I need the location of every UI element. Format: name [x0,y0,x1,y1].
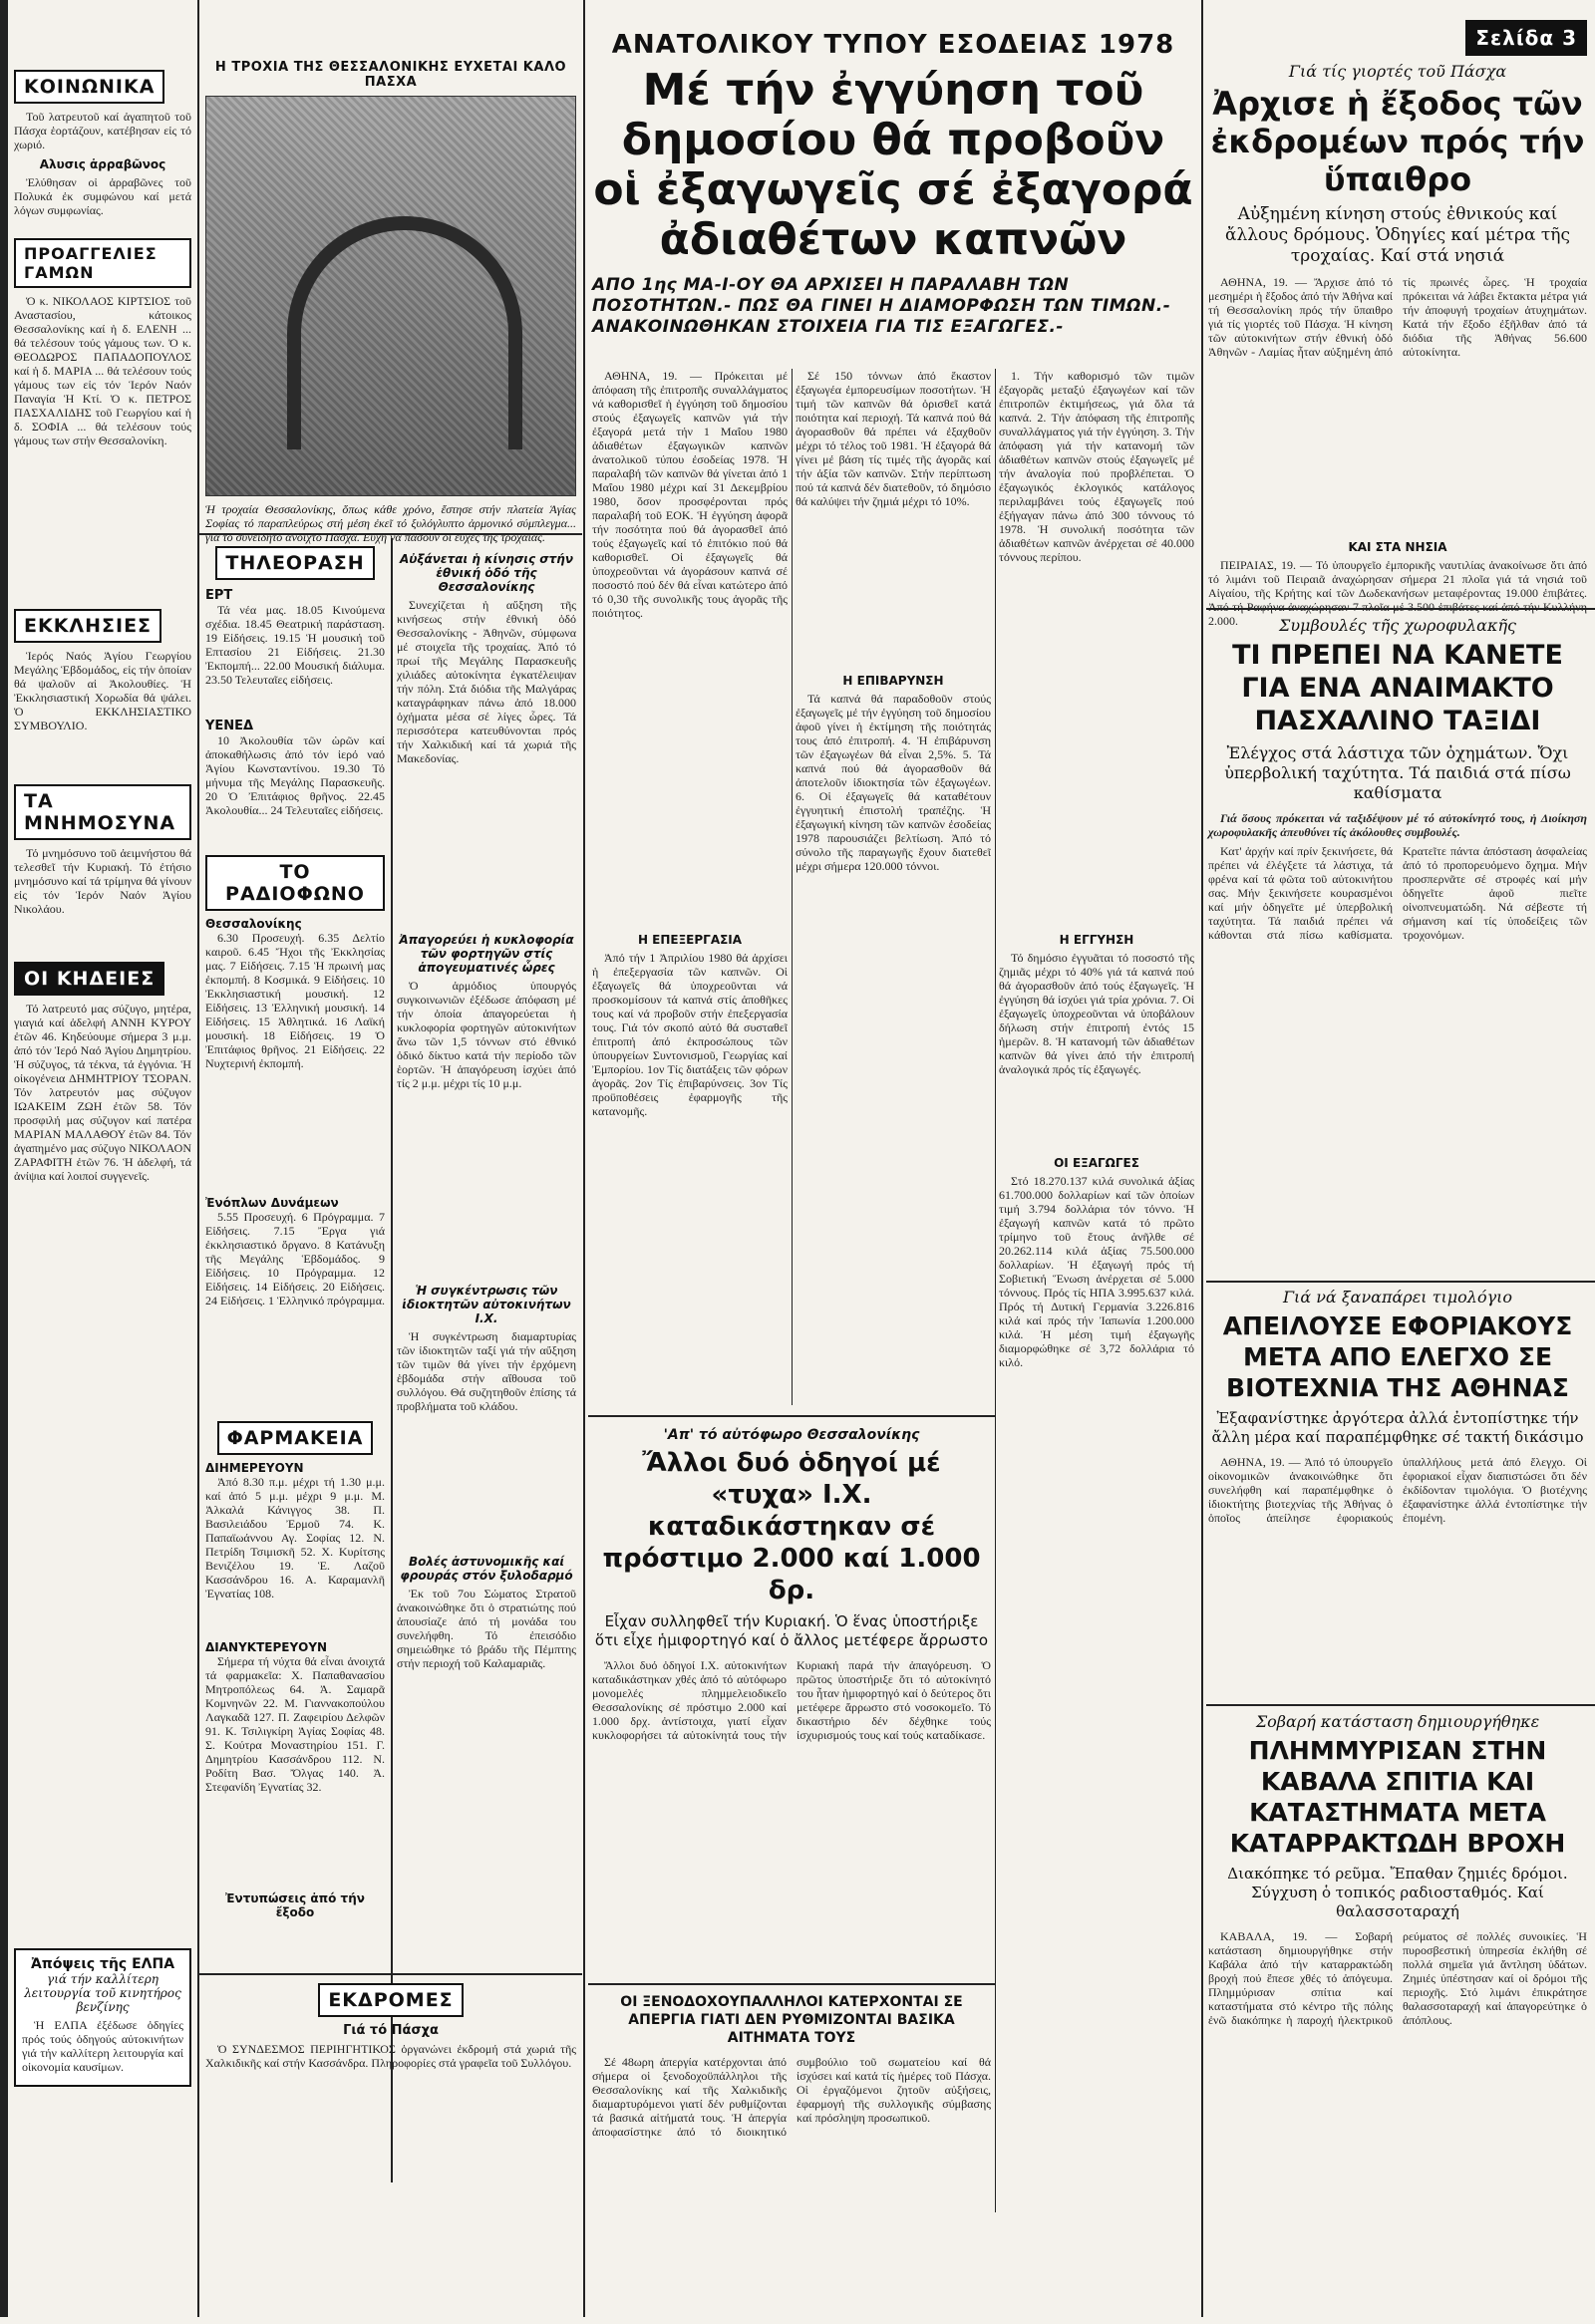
column-rule [583,0,585,2317]
photo-caption: Ἡ τροχαία Θεσσαλονίκης, ὅπως κάθε χρόνο, ἔστησε στήν πλατεία Ἁγίας Σοφίας τό παραπλεύρως στή μέση ἐκεῖ τό ξυλόγλυπτο ἁρμονικό σύμπλεγμα... γιά τό συνειδητό ἀνοιχτό Πάσχα. Εὐχή νά πάσουν οἱ εὐχές τῆς τροχαίας. [205,502,576,544]
islands-text: ΠΕΙΡΑΙΑΣ, 19. — Τό ὑπουργεῖο ἐμπορικῆς ναυτιλίας ἀνακοίνωσε ὅτι ἀπό τό λιμάνι τοῦ Πειραιᾶ ἀναχώρησαν σήμερα 21 πλοῖα γιά τά νησιά τοῦ Αἰγαίου, τῆς Κρήτης καί τῶν Δωδεκανήσων μεταφέροντας 19.000 ἐπιβάτες. Ἀπό τή Ραφήνα ἀναχώρησαν 7 πλοῖα μέ 3.500 ἐπιβάτες καί ἀπό τήν Κυλλήνη 2.000. [1208,558,1587,628]
pharmacy-text-day: Ἀπό 8.30 π.μ. μέχρι τή 1.30 μ.μ. καί ἀπό 5 μ.μ. μέχρι 9 μ.μ. Μ. Ἀλκαλά Κάνιγγος 38. Π. Βασιλειάδου Ἐρμοῦ 74. Κ. Παπαϊωάννου Αγ. Σοφίας 12. Ν. Πετρίδη Τσιμισκῆ 52. Χ. Κυρίτσης Βενιζέλου 19. Ἑ. Λαζοῦ Κασσάνδρου 16. Α. Καραμανλῆ Ἐγνατίας 108. [205,1475,385,1600]
column-rule [792,369,793,1405]
section-title-funerals: ΟΙ ΚΗΔΕΙΕΣ [14,962,164,996]
section-title-churches: ΕΚΚΛΗΣΙΕΣ [14,609,161,643]
flood-story [1208,1712,1587,2268]
section-title-memorials: ΤΑ ΜΝΗΜΟΣΥΝΑ [14,784,191,840]
hrule [1206,1704,1595,1706]
easter-text: ΑΘΗΝΑ, 19. — Ἄρχισε ἀπό τό μεσημέρι ἡ ἔξοδος ἀπό τήν Ἀθήνα καί τή Θεσσαλονίκη πρός τήν ὕπαιθρο γιά τίς γιορτές τοῦ Πάσχα. Ἡ κίνηση τῶν αὐτοκινήτων στήν ἐθνική ὁδό Ἀθηνῶν - Λαμίας ἦταν αὐξημένη ἀπό τίς πρωινές ὧρες. Ἡ τροχαία πρόκειται νά λάβει ἔκτακτα μέτρα γιά τήν ἀποφυγή τροχαίων ἀτυχημάτων. Κατά τήν ἔξοδο ἐξῆλθαν ἀπό τά διόδια τῆς Ἀθήνας 56.600 αὐτοκίνητα. [1208,275,1587,359]
articles-column [397,546,576,1886]
section-title-pharmacy: ΦΑΡΜΑΚΕΙΑ [217,1421,374,1455]
article-b-text: Ὁ ἀρμόδιος ὑπουργός συγκοινωνιῶν ἐξέδωσε ἀπόφαση μέ τήν ὁποία ἀπαγορεύεται ἡ κυκλοφορία φορτηγῶν αὐτοκινήτων ἄνω τῶν 1,5 τόννων στό ἐθνικό ὁδικό δίκτυο κατά τήν περίοδο τῶν ἑορτῶν. Ἡ ἀπαγόρευση ἰσχύει ἀπό τίς 2 μ.μ. μέχρι τίς 10 μ.μ. [397,979,576,1090]
main-col-2 [796,369,991,1449]
police-story [1208,616,1587,1233]
main-story [592,30,1194,338]
article-d-text: Ἐκ τοῦ 7ου Σώματος Στρατοῦ ἀνακοινώθηκε ὅτι ὁ στρατιώτης πού ἀπουσίαζε ἀπό τή μονάδα του συνελήφθη. Τό ἐπεισόδιο σημειώθηκε τό βράδυ τῆς Πέμπτης στήν περιοχή τοῦ Καλαμαριᾶς. [397,1587,576,1670]
police-text: Κατ' ἀρχήν καί πρίν ξεκινήσετε, θά πρέπει νά ἐλέγξετε τά λάστιχα, τά φρένα καί τά φῶτα τοῦ αὐτοκινήτου σας. Μήν ξεκινήσετε κουρασμένοι καί μήν ὁδηγεῖτε μέ ὑπερβολική ταχύτητα. Τά παιδιά πρέπει νά κάθονται στά πίσω καθίσματα. Κρατεῖτε πάντα ἀπόσταση ἀσφαλείας ἀπό τό προπορευόμενο ὄχημα. Μήν προσπερνᾶτε σέ στροφές καί μήν ὁδηγεῖτε ἀφοῦ πιεῖτε οἰνοπνευματώδη. Νά σέβεστε τή σήμανση καί τίς ὑποδείξεις τῶν τροχονόμων. [1208,844,1587,942]
hrule [588,1983,995,1985]
flood-subhead: Διακόπηκε τό ρεῦμα. Ἔπαθαν ζημιές δρόμοι. Σύγχυση ὁ τοπικός ραδιοσταθμός. Καί θαλασσοταραχή [1227,1865,1568,1920]
engagement-text: Ἐλύθησαν οἱ ἀρραβῶνες τοῦ Πολυκά ἐκ συμφώνου καί μετά λόγων συμφωνίας. [14,175,191,217]
police-lead: Γιά ὅσους πρόκειται νά ταξιδέψουν μέ τό αὐτοκίνητό τους, ἡ Διοίκηση χωροφυλακῆς ἀπευθύνει τίς ἀκόλουθες συμβουλές. [1208,811,1587,839]
hrule [1206,608,1595,610]
police-headline: ΤΙ ΠΡΕΠΕΙ ΝΑ ΚΑΝΕΤΕ ΓΙΑ ΕΝΑ ΑΝΑΙΜΑΚΤΟ ΠΑΣΧΑΛΙΝΟ ΤΑΞΙΔΙ [1232,640,1563,736]
tax-text: ΑΘΗΝΑ, 19. — Ἀπό τό ὑπουργεῖο οἰκονομικῶν ἀνακοινώθηκε ὅτι συνελήφθη καί παραπέμφθηκε ὁ ἰδιοκτήτης βιοτεχνίας τῆς Ἀθήνας ὁ ὁποῖος ἀπείλησε ἐφοριακούς ὑπαλλήλους μετά ἀπό ἔλεγχο. Οἱ ἐφοριακοί εἶχαν διαπιστώσει ὅτι δέν ἐκδίδονταν τιμολόγια. Ὁ βιοτέχνης ἐξαφανίστηκε ἀλλά ἐντοπίστηκε τήν ἐπομένη. [1208,1455,1587,1525]
radio-sub-thessaloniki: Θεσσαλονίκης [205,917,302,931]
binding-stripe [0,0,8,2317]
middle-column [205,60,576,544]
flood-headline: ΠΛΗΜΜΥΡΙΣΑΝ ΣΤΗΝ ΚΑΒΑΛΑ ΣΠΙΤΙΑ ΚΑΙ ΚΑΤΑΣΤΗΜΑΤΑ ΜΕΤΑ ΚΑΤΑΡΡΑΚΤΩΔΗ ΒΡΟΧΗ [1229,1736,1566,1858]
drivers-subhead: Εἶχαν συλληφθεῖ τήν Κυριακή. Ὁ ἕνας ὑποστήριξε ὅτι εἶχε ἡμιφορτηγό καί ὁ ἄλλος μετέφερε ἄρρωστο [594,1612,989,1649]
hrule [588,1415,995,1417]
pharmacy-sub-night: ΔΙΑΝΥΚΤΕΡΕΥΟΥΝ [205,1640,328,1654]
radio-text-2: 5.55 Προσευχή. 6 Πρόγραμμα. 7 Εἰδήσεις. 7.15 Ἔργα γιά ἐκκλησιαστικό ὄργανο. 8 Κατάνυξη τῆς Μεγάλης Ἑβδομάδος. 9 Εἰδήσεις. 10 Πρόγραμμα. 12 Εἰδήσεις. 14 Εἰδήσεις. 20 Εἰδήσεις. 24 Εἰδήσεις. 1 Ἑλληνικό πρόγραμμα. [205,1210,385,1307]
tv-yened-text: 10 Ἀκολουθία τῶν ὡρῶν καί ἀποκαθήλωσις ἀπό τόν ἱερό ναό Ἁγίου Κωνσταντίνου. 19.30 Τό μήνυμα τῆς Μεγάλης Παρασκευῆς. 20 Ὁ Ἐπιτάφιος θρῆνος. 22.45 Ἀκολουθία... 24 Τελευταῖες εἰδήσεις. [205,733,385,817]
listings-column [205,546,385,1919]
tv-ert-label: ΕΡΤ [205,588,233,603]
tv-yened-label: ΥΕΝΕΔ [205,719,254,733]
elpa-title: Ἀπόψεις τῆς ΕΛΠΑ [30,1956,175,1972]
photo-title: Η ΤΡΟΧΙΑ ΤΗΣ ΘΕΣΣΑΛΟΝΙΚΗΣ ΕΥΧΕΤΑΙ ΚΑΛΟ ΠΑΣΧΑ [214,60,567,90]
drivers-story [592,1427,991,2037]
main-col3c-text: Στό 18.270.137 κιλά συνολικά ἀξίας 61.700.000 δολλαρίων καί τῶν ὁποίων τιμή 3.794 δολλάρια τόν τόννο. Ἡ ἐξαγωγή καπνῶν κατά τό πρῶτο τρίμηνο τοῦ ἔτους ἀνῆλθε σέ 20.262.114 κιλά ἀξίας 75.500.000 δολλαρίων. Ἡ ἐξαγωγή πρός τή Σοβιετική Ἕνωση ἀνέρχεται σέ 5.000 τόννους. Πρός τίς ΗΠΑ 3.995.637 κιλά. Πρός τή Δυτική Γερμανία 3.226.816 κιλά καί πρός τήν Ἰαπωνία 1.200.000 κιλά. Ἡ μέση τιμή ἐξαγωγῆς διαμορφώθηκε σέ 3,72 δολλάρια τό κιλό. [999,1174,1194,1369]
main-col3c-title: ΟΙ ΕΞΑΓΩΓΕΣ [1054,1156,1139,1170]
tv-ert-text: Τά νέα μας. 18.05 Κινούμενα σχέδια. 18.45 Θεατρική παράσταση. 19 Εἰδήσεις. 19.15 Ἡ μουσική τοῦ Επτασίου 21 Εἰδήσεις. 21.30 Ἐκπομπή... 22.00 Μουσική διάλυμα. 23.50 Τελευταῖες εἰδήσεις. [205,603,385,687]
weddings-text: Ὁ κ. ΝΙΚΟΛΑΟΣ ΚΙΡΤΣΙΟΣ τοῦ Αναστασίου, κάτοικος Θεσσαλονίκης καί ἡ δ. ΕΛΕΝΗ ... θά τελέσουν τούς γάμους των. Ὁ κ. ΘΕΟΔΩΡΟΣ ΠΑΠΑΔΟΠΟΥΛΟΣ καί ἡ δ. ΜΑΡΙΑ ... θά τελέσουν τούς γάμους των εἰς τόν Ἱερόν Ναόν Παναγία Ἡ Κτί. Ὁ κ. ΠΕΤΡΟΣ ΠΑΣΧΑΛΙΔΗΣ τοῦ Γεωργίου καί ἡ δ. ΣΟΦΙΑ ... θά τελέσουν τούς γάμους των στήν Θεσσαλονίκη. [14,294,191,447]
radio-text-1: 6.30 Προσευχή. 6.35 Δελτίο καιροῦ. 6.45 Ἤχοι τῆς Ἐκκλησίας μας. 7 Εἰδήσεις. 7.15 Ἡ πρωινή μας ἐκπομπή. 8 Κοσμικά. 9 Εἰδήσεις. 10 Ἐκκλησιαστική μουσική. 12 Εἰδήσεις. 13 Ἐλληνική μουσική. 14 Εἰδήσεις. 15 Ἀθλητικά. 16 Λαϊκή μουσική. 18 Εἰδήσεις. 19 Ὁ Ἐπιτάφιος θρῆνος. 21 Εἰδήσεις. 22 Νυχτερινή ἐκπομπή. [205,931,385,1070]
elpa-box [14,1948,191,2087]
tax-kicker: Γιά νά ξαναπάρει τιμολόγιο [1282,1288,1513,1307]
strike-headline: ΟΙ ΞΕΝΟΔΟΧΟΥΠΑΛΛΗΛΟΙ ΚΑΤΕΡΧΟΝΤΑΙ ΣΕ ΑΠΕΡΓΙΑ ΓΙΑΤΙ ΔΕΝ ΡΥΘΜΙΖΟΝΤΑΙ ΒΑΣΙΚΑ ΑΙΤΗΜΑΤΑ ΤΟΥΣ [620,1994,963,2046]
article-b-headline: Ἀπαγορεύει ἡ κυκλοφορία τῶν φορτηγῶν στίς ἀπογευματινές ὧρες [399,933,574,975]
left-column [14,70,191,2087]
lifts-sub: Γιά τό Πάσχα [343,2023,439,2038]
islands-title: ΚΑΙ ΣΤΑ ΝΗΣΙΑ [1348,540,1447,554]
main-col3b-text: Τό δημόσιο ἐγγυᾶται τό ποσοστό τῆς ζημιᾶς μέχρι τό 40% γιά τά καπνά πού θά ἀγορασθοῦν ἀπό τούς ἐξαγωγεῖς. Ἡ ἐγγύηση θά ἰσχύει γιά τρία χρόνια. 7. Οἱ ἐξαγωγεῖς ὑποχρεοῦνται νά ὑποβάλουν δήλωση στήν ἐπιτροπή ἐντός 15 ἡμερῶν. 8. Ἡ κατανομή τῶν ἀδιαθέτων καπνῶν θά γίνει ἀπό τήν ἐπιτροπή ἀναλογικά πρός τίς ἐξαγωγές. [999,951,1194,1076]
section-title-radio: ΤΟ ΡΑΔΙΟΦΩΝΟ [205,855,385,911]
elpa-subtitle: γιά τήν καλλίτερη λειτουργία τοῦ κινητήρος βενζίνης [24,1972,181,2014]
police-kicker: Συμβουλές τῆς χωροφυλακῆς [1279,616,1516,635]
main-col3-sub: Η ΕΓΓΥΗΣΗ [1059,933,1134,947]
column-rule [197,0,199,2317]
funerals-text: Τό λατρευτό μας σύζυγο, μητέρα, γιαγιά καί ἀδελφή ΑΝΝΗ ΚΥΡΟΥ ἐτῶν 46. Κηδεύουμε σήμερα 3 μ.μ. ἀπό τόν Ἱερό Ναό Ἁγίου Δημητρίου. Ἡ σύζυγος, τά τέκνα, τά ἐγγόνια. Ἡ οἰκογένεια ΔΗΜΗΤΡΙΟΥ ΤΣΟΡΑΝ. Τόν λατρευτόν μας σύζυγον ΙΩΑΚΕΙΜ ΖΩΗ ἐτῶν 58. Τόν προσφιλή μας σύζυγον καί πατέρα ΜΑΡΙΑΝ ΜΑΛΑΘΟΥ ἐτῶν 84. Τόν ἀγαπημένο μας σύζυγο ΝΙΚΟΛΑΟΝ ΖΑΡΑΦΙΤΗ ἐτῶν 76. Ἡ ἀδελφή, τά ἀνίψια καί λοιποί συγγενεῖς. [14,1002,191,1183]
social-text: Τοῦ λατρευτοῦ καί ἀγαπητοῦ τοῦ Πάσχα ἑορτάζουν, κατέβησαν εἰς τό χωριό. [14,110,191,151]
photo-fountain [205,96,576,496]
engagement-subtitle: Αλυσις ἀρραβῶνος [39,157,166,171]
main-col1-text: ΑΘΗΝΑ, 19. — Πρόκειται μέ ἀπόφαση τῆς ἐπιτροπῆς συναλλάγματος νά καθορισθεῖ ἡ ἐγγύηση τοῦ δημοσίου στούς ἐξαγωγεῖς καπνῶν γιά τήν ἐξαγορά μετά τήν 1 Μαΐου 1980 ἀδιαθέτων ἐξαγωγικῶν καπνῶν ἀνατολικοῦ τύπου ἐσοδείας 1978. Ἡ παραλαβή τῶν καπνῶν θά γίνεται ἀπό 1 Μαΐου 1980 μέχρι καί 31 Δεκεμβρίου 1980, ὅσον προσφέρονται πρός παραλαβή τοῦ ΕΟΚ. Ἡ ἐγγύηση ἀφορᾶ τήν ποσότητα πού θά ἀγορασθεῖ ἀπό τούς ἐξαγωγεῖς καί τό ἐπιτόκιο πού θά καθορισθεῖ. Οἱ ἐξαγωγεῖς θά ὑποχρεοῦνται νά ἀγοράσουν καπνά σέ ποσοστό πού δέν θά εἶναι κατώτερο ἀπό τό 0,30 τῆς συνολικῆς τους ἀγορᾶς τῆς ποιότητος. [592,369,788,620]
hrule [199,1973,582,1975]
section-title-weddings: ΠΡΟΑΓΓΕΛΙΕΣ ΓΑΜΩΝ [14,238,191,288]
main-subhead: ΑΠΟ 1ης ΜΑ-Ι-ΟΥ ΘΑ ΑΡΧΙΣΕΙ Η ΠΑΡΑΛΑΒΗ ΤΩΝ ΠΟΣΟΤΗΤΩΝ.- ΠΩΣ ΘΑ ΓΙΝΕΙ Η ΔΙΑΜΟΡΦΩΣΗ ΤΩΝ ΤΙΜΩΝ.- ΑΝΑΚΟΙΝΩΘΗΚΑΝ ΣΤΟΙΧΕΙΑ ΓΙΑ ΤΙΣ ΕΞΑΓΩΓΕΣ.- [592,275,1171,337]
arch-shape [287,216,521,449]
main-col-1 [592,369,788,1449]
article-a-headline: Αὐξάνεται ἡ κίνησις στήν ἐθνική ὁδό τῆς Θεσσαλονίκης [399,552,573,594]
main-col2b-text: Τά καπνά θά παραδοθοῦν στούς ἐξαγωγεῖς μέ τήν ἐγγύηση τοῦ δημοσίου ἀφοῦ γίνει ἡ ἐκτίμηση τῆς ποιότητάς τους ἀπό ἐπιτροπή. 4. Ἡ ἐπιβάρυνση τῶν ἐξαγωγέων θά εἶναι 2,5%. 5. Τά καπνά πού θά ἀγορασθοῦν θά ἀποτελοῦν ἰδιοκτησία τῶν ἐξαγωγέων. 6. Οἱ ἐξαγωγεῖς θά καταθέτουν ἐγγυητική ἐπιστολή τραπέζης. Ἡ ἐξαγωγική κίνηση τῶν καπνῶν ἐσοδείας 1978 παρουσιάζει βελτίωση. Ἀπό τό σύνολο τῆς παραγωγῆς ἔχουν διατεθεῖ μέχρι σήμερα 120.000 τόννοι. [796,692,991,873]
article-d-headline: Βολές ἀστυνομικῆς καί φρουράς στόν ξυλοδαρμό [400,1555,573,1583]
lifts-text: Ὁ ΣΥΝΔΕΣΜΟΣ ΠΕΡΙΗΓΗΤΙΚΟΣ ὀργανώνει ἐκδρομή στά χωριά τῆς Χαλκιδικῆς καί στήν Κασσάνδρα. Πληροφορίες στά γραφεῖα τοῦ Συλλόγου. [205,2042,576,2070]
main-col3-text: 1. Τήν καθορισμό τῶν τιμῶν ἐξαγορᾶς μεταξύ ἐξαγωγέων καί τῶν ἐπιτροπῶν ἐκτιμήσεως, γιά ὅλα τά καπνά. 2. Τήν ἀπόφαση τῆς ἐπιτροπῆς συναλλάγματος γιά τήν ἐγγύηση. 3. Τήν ἀπόφαση γιά τήν κατανομή τῶν ἀδιαθέτων καπνῶν στούς ἐξαγωγεῖς μέ τήν ἀναλογία πού προβλέπεται. Ὁ ἐξαγωγικός ἐκλογικός κατάλογος περιλαμβάνει τούς ἐξαγωγεῖς πού ἐξήγαγαν πάνω ἀπό 300 τόννους τό 1978. Ἡ συνολική ποσότητα τῶν ἀδιαθέτων καπνῶν ἀνέρχεται σέ 40.000 τόννους περίπου. [999,369,1194,564]
lifts-section [205,1983,576,2075]
tax-headline: ΑΠΕΙΛΟΥΣΕ ΕΦΟΡΙΑΚΟΥΣ ΜΕΤΑ ΑΠΟ ΕΛΕΓΧΟ ΣΕ ΒΙΟΤΕΧΝΙΑ ΤΗΣ ΑΘΗΝΑΣ [1222,1311,1573,1402]
lifts-headline: Ἐντυπώσεις ἀπό τήν ἔξοδο [225,1891,365,1919]
article-a-text: Συνεχίζεται ἡ αὔξηση τῆς κινήσεως στήν ἐθνική ὁδό Θεσσαλονίκης - Ἀθηνῶν, σύμφωνα μέ στοιχεῖα τῆς τροχαίας. Ἀπό τό πρωί τῆς Μεγάλης Παρασκευῆς χιλιάδες αὐτοκίνητα ἐγκατέλειψαν τήν πόλη. Στά διόδια τῆς Μαλγάρας καταγράφηκαν πάνω ἀπό 18.000 ὀχήματα μέσα σέ λίγες ὧρες. Τά περισσότερα κατευθύνονται πρός τήν Χαλκιδική καί τά χωριά τῆς Μακεδονίας. [397,598,576,765]
drivers-headline: Ἄλλοι δυό ὁδηγοί μέ «τυχα» Ι.Χ. καταδικάστηκαν σέ πρόστιμο 2.000 καί 1.000 δρ. [602,1448,981,1605]
churches-text: Ἱερός Ναός Ἁγίου Γεωργίου Μεγάλης Ἑβδομάδος, εἰς τήν ὁποίαν θά ψαλοῦν αἱ Ἀκολουθίες. Ἡ Ἐκκλησιαστική Χορωδία θά ψάλει. Ὁ ΕΚΚΛΗΣΙΑΣΤΙΚΟ ΣΥΜΒΟΥΛΙΟ. [14,649,191,732]
right-column [1208,20,1587,678]
main-headline: Μέ τήν ἐγγύηση τοῦ δημοσίου θά προβοῦν οἱ ἐξαγωγεῖς σέ ἐξαγορά ἀδιαθέτων καπνῶν [593,65,1193,265]
tax-story [1208,1288,1587,1654]
main-col2-text: Σέ 150 τόννων ἀπό ἕκαστον ἐξαγωγέα ἐμπορευσίμων ποσοτήτων. Ἡ τιμή τῶν καπνῶν θά ὁρισθεῖ κατά ποιότητα καί περιοχή. Τά καπνά πού θά ἀγορασθοῦν θά πρέπει νά ἐξαχθοῦν μέχρι τό τέλος τοῦ 1981. Ἡ ἐξαγορά θά γίνει μέ βάση τίς τιμές τῆς ἀγορᾶς καί τήν ἀξία τῶν καπνῶν. Στήν περίπτωση πού τά καπνά δέν διατεθοῦν, τό δημόσιο θά καλύψει τήν ζημιά μέχρι τό 10%. [796,369,991,508]
article-c-headline: Ἡ συγκέντρωσις τῶν ἰδιοκτητῶν αὐτοκινήτων Ι.Χ. [402,1284,571,1325]
hrule [1206,1281,1595,1283]
column-rule [995,369,996,2212]
column-rule [1201,0,1203,2317]
column-rule [391,538,393,2182]
main-col1b-title: Η ΕΠΕΞΕΡΓΑΣΙΑ [637,933,743,947]
main-col-3 [999,369,1194,1991]
flood-kicker: Σοβαρή κατάσταση δημιουργήθηκε [1255,1712,1540,1731]
hrule [199,533,582,535]
pharmacy-text-night: Σήμερα τή νύχτα θά εἶναι ἀνοιχτά τά φαρμακεῖα: Χ. Παπαθανασίου Μητροπόλεως 64. Ἀ. Σαμαρᾶ Κομνηνῶν 22. Μ. Γιαννακοπούλου Λαγκαδᾶ 127. Π. Ζαφειρίου Δελφῶν 91. Κ. Τσιλιγκίρη Ἀγίας Σοφίας 48. Σ. Κούτρα Μοναστηρίου 151. Γ. Δημητρίου Κασσάνδρου 112. Ν. Ροδίτη Βασ. Ὄλγας 140. Ἀ. Στεφανίδη Ἐγνατίας 32. [205,1654,385,1794]
police-subhead: Ἐλέγχος στά λάστιχα τῶν ὀχημάτων. Ὄχι ὑπερβολική ταχύτητα. Τά παιδιά στά πίσω καθίσματα [1224,743,1571,802]
easter-subhead: Αὐξημένη κίνηση στούς ἐθνικούς καί ἄλλους δρόμους. Ὁδηγίες καί μέτρα τῆς τροχαίας. Καί στά νησιά [1225,204,1570,266]
drivers-kicker: 'Απ' τό αὐτόφωρο Θεσσαλονίκης [663,1427,920,1443]
section-title-social: ΚΟΙΝΩΝΙΚΑ [14,70,164,104]
main-col2b-title: Η ΕΠΙΒΑΡΥΝΣΗ [842,674,944,688]
page-number: Σελίδα 3 [1465,20,1587,56]
article-c-text: Ἡ συγκέντρωση διαμαρτυρίας τῶν ἰδιοκτητῶν ταξί γιά τήν αὔξηση τῶν τιμῶν θά γίνει τήν ἐρχόμενη ἑβδομάδα στήν αἴθουσα τοῦ συλλόγου. Θά συζητηθοῦν ἐπίσης τά προβλήματα τοῦ κλάδου. [397,1329,576,1413]
series-header: ΑΝΑΤΟΛΙΚΟΥ ΤΥΠΟΥ ΕΣΟΔΕΙΑΣ 1978 [611,30,1175,60]
easter-kicker: Γιά τίς γιορτές τοῦ Πάσχα [1288,62,1507,81]
easter-headline: Ἀρχισε ἡ ἔξοδος τῶν ἐκδρομέων πρός τήν ὕπαιθρο [1210,85,1585,198]
section-title-tv: ΤΗΛΕΟΡΑΣΗ [215,546,374,580]
elpa-text: Ἡ ΕΛΠΑ ἐξέδωσε ὁδηγίες πρός τούς ὁδηγούς αὐτοκινήτων γιά τήν καλλίτερη λειτουργία καί οἰκονομία καυσίμων. [22,2018,183,2074]
tax-subhead: Ἐξαφανίστηκε ἀργότερα ἀλλά ἐντοπίστηκε τήν ἄλλη μέρα καί παραπέμφθηκε σέ τακτή δικάσιμο [1211,1409,1584,1446]
flood-text: ΚΑΒΑΛΑ, 19. — Σοβαρή κατάσταση δημιουργήθηκε στήν Καβάλα ἀπό τήν καταρρακτώδη βροχή πού ἔπεσε χθές τό ἀπόγευμα. Πλημμύρισαν σπίτια καί καταστήματα στό κέντρο τῆς πόλης ἐνῶ διακόπηκε ἡ παροχή ἠλεκτρικοῦ ρεύματος σέ πολλές συνοικίες. Ἡ πυροσβεστική ὑπηρεσία ἐκλήθη σέ πολλά σημεῖα γιά ἄντληση ὑδάτων. Ζημιές ὑπέστησαν καί οἱ δρόμοι τῆς περιοχῆς. Στό λιμάνι ἐπικράτησε θαλασσοταραχή καί ἀπαγορεύτηκε ὁ ἀπόπλους. [1208,1929,1587,2027]
strike-text: Σέ 48ωρη ἀπεργία κατέρχονται ἀπό σήμερα οἱ ξενοδοχοϋπάλληλοι τῆς Θεσσαλονίκης καί τῆς Χαλκιδικῆς διαμαρτυρόμενοι γιατί δέν ρυθμίζονται τά βασικά αἰτήματά τους. Ἡ ἀπεργία ἀποφασίστηκε ἀπό τό διοικητικό συμβούλιο τοῦ σωματείου καί θά ἰσχύσει καί κατά τίς ἡμέρες τοῦ Πάσχα. Οἱ ἐργαζόμενοι ζητοῦν αὐξήσεις, ἐφαρμογή τῆς συλλογικῆς σύμβασης καί πρόσληψη προσωπικοῦ. [592,2055,991,2139]
main-col1b-text: Ἀπό τήν 1 Ἀπριλίου 1980 θά ἀρχίσει ἡ ἐπεξεργασία τῶν καπνῶν. Οἱ ἐξαγωγεῖς θά ὑποχρεοῦνται νά προσκομίσουν τά καπνά στίς ἀποθῆκες τους καί νά προβοῦν στήν ἐπεξεργασία τους. Γιά τόν σκοπό αὐτό θά συσταθεῖ ἐπιτροπή ἀπό ἐκπροσώπους τῶν ὑπουργείων Συντονισμοῦ, Γεωργίας καί Ἐμπορίου. 1ον Τίς διατάξεις τῶν φόρων ἀγορᾶς. 2ον Τίς ἐπιβαρύνσεις. 3ον Τίς προϋποθέσεις ἐφαρμογῆς τῆς κατανομῆς. [592,951,788,1118]
memorials-text: Τό μνημόσυνο τοῦ ἀειμνήστου θά τελεσθεῖ τήν Κυριακή. Τό ἐτήσιο μνημόσυνο καί τά τρίμηνα θά γίνουν εἰς τόν Ἱερόν Ναόν Ἁγίου Νικολάου. [14,846,191,916]
strike-story [592,1993,991,2324]
radio-sub-armed-forces: Ἐνόπλων Δυνάμεων [205,1196,339,1210]
pharmacy-sub-day: ΔΙΗΜΕΡΕΥΟΥΝ [205,1461,304,1475]
section-title-lifts: ΕΚΔΡΟΜΕΣ [318,1983,463,2017]
drivers-text: Ἄλλοι δυό ὁδηγοί Ι.Χ. αὐτοκινήτων καταδικάστηκαν χθές ἀπό τό αὐτόφωρο μονομελές πλημμελειοδικεῖο Θεσσαλονίκης σέ πρόστιμο 2.000 καί 1.000 δρχ. ἀντίστοιχα, γιατί εἶχαν κυκλοφορήσει τά αὐτοκίνητά τους τήν Κυριακή παρά τήν ἀπαγόρευση. Ὁ πρῶτος ὑποστήριξε ὅτι τό αὐτοκίνητό του ἦταν ἡμιφορτηγό καί ὁ δεύτερος ὅτι μετέφερε ἄρρωστο στό νοσοκομεῖο. Τό δικαστήριο δέν δέχθηκε τούς ἰσχυρισμούς τους καί τούς καταδίκασε. [592,1658,991,1742]
